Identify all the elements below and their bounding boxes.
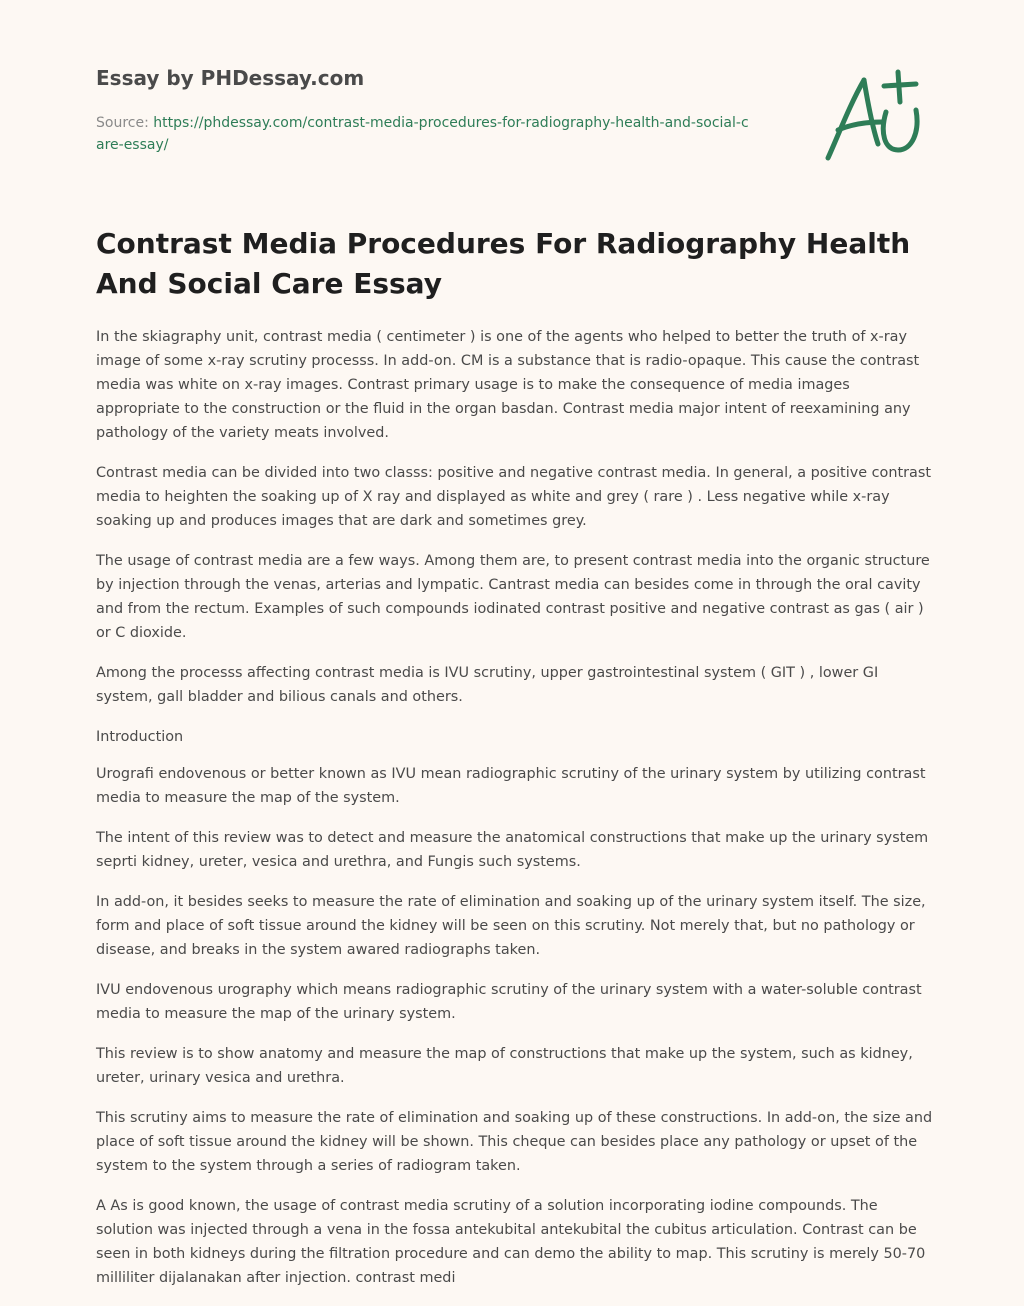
essay-title: Contrast Media Procedures For Radiography Health And Social Care Essay [96,227,911,300]
section-heading: Introduction [96,729,184,745]
source-line [96,112,756,156]
source-link[interactable]: https://phdessay.com/contrast-media-procedures-for-radiography-health-and-social-care-essay/ [96,115,749,153]
essay-paragraph: A As is good known, the usage of contrast media scrutiny of a solution incorporating iodine compounds. The solution was injected through a vena in the fossa antekubital antekubital the cubitus articulation. Contrast can be seen in both kidneys during the filtration procedure and can demo the ability to map. This scrutiny is merely 50-70 milliliter dijalanakan after injection. contrast medi [96,1198,926,1286]
a-plus-logo-icon [818,66,930,166]
essay-paragraph: The usage of contrast media are a few ways. Among them are, to present contrast media into the organic structure by injection through the venas, arterias and lympatic. Cantrast media can besides come in through the oral cavity and from the rectum. Examples of such compounds iodinated contrast positive and negative contrast as gas ( air ) or C dioxide. [96,553,930,641]
essay-paragraph: In the skiagraphy unit, contrast media ( centimeter ) is one of the agents who helped to better the truth of x-ray image of some x-ray scrutiny processs. In add-on. CM is a substance that is radio-opaque. This cause the contrast media was white on x-ray images. Contrast primary usage is to make the consequence of media images appropriate to the construction or the fluid in the organ basdan. Contrast media major intent of reexamining any pathology of the variety meats involved. [96,329,920,441]
site-title: Essay by PHDessay.com [96,66,365,90]
essay-paragraph: In add-on, it besides seeks to measure the rate of elimination and soaking up of the urinary system itself. The size, form and place of soft tissue around the kidney will be seen on this scrutiny. Not merely that, but no pathology or disease, and breaks in the system awared radiographs taken. [96,894,926,958]
essay-paragraph: Urografi endovenous or better known as IVU mean radiographic scrutiny of the urinary system by utilizing contrast media to measure the map of the system. [96,766,926,806]
page-header [96,64,796,156]
essay-paragraph: This scrutiny aims to measure the rate of elimination and soaking up of these constructions. In add-on, the size and place of soft tissue around the kidney will be shown. This cheque can besides place any pathology or upset of the system to the system through a series of radiogram taken. [96,1110,933,1174]
essay-body [96,325,936,1306]
essay-paragraph: IVU endovenous urography which means radiographic scrutiny of the urinary system with a water-soluble contrast media to measure the map of the urinary system. [96,982,922,1022]
essay-paragraph: Contrast media can be divided into two classs: positive and negative contrast media. In general, a positive contrast media to heighten the soaking up of X ray and displayed as white and grey ( rare ) . Less negative while x-ray soaking up and produces images that are dark and sometimes grey. [96,465,932,529]
essay-paragraph: Among the processs affecting contrast media is IVU scrutiny, upper gastrointestinal system ( GIT ) , lower GI system, gall bladder and bilious canals and others. [96,665,879,705]
essay-paragraph: This review is to show anatomy and measure the map of constructions that make up the system, such as kidney, ureter, urinary vesica and urethra. [96,1046,913,1086]
essay-paragraph: The intent of this review was to detect and measure the anatomical constructions that make up the urinary system seprti kidney, ureter, vesica and urethra, and Fungis such systems. [96,830,929,870]
source-label: Source: [96,115,154,131]
